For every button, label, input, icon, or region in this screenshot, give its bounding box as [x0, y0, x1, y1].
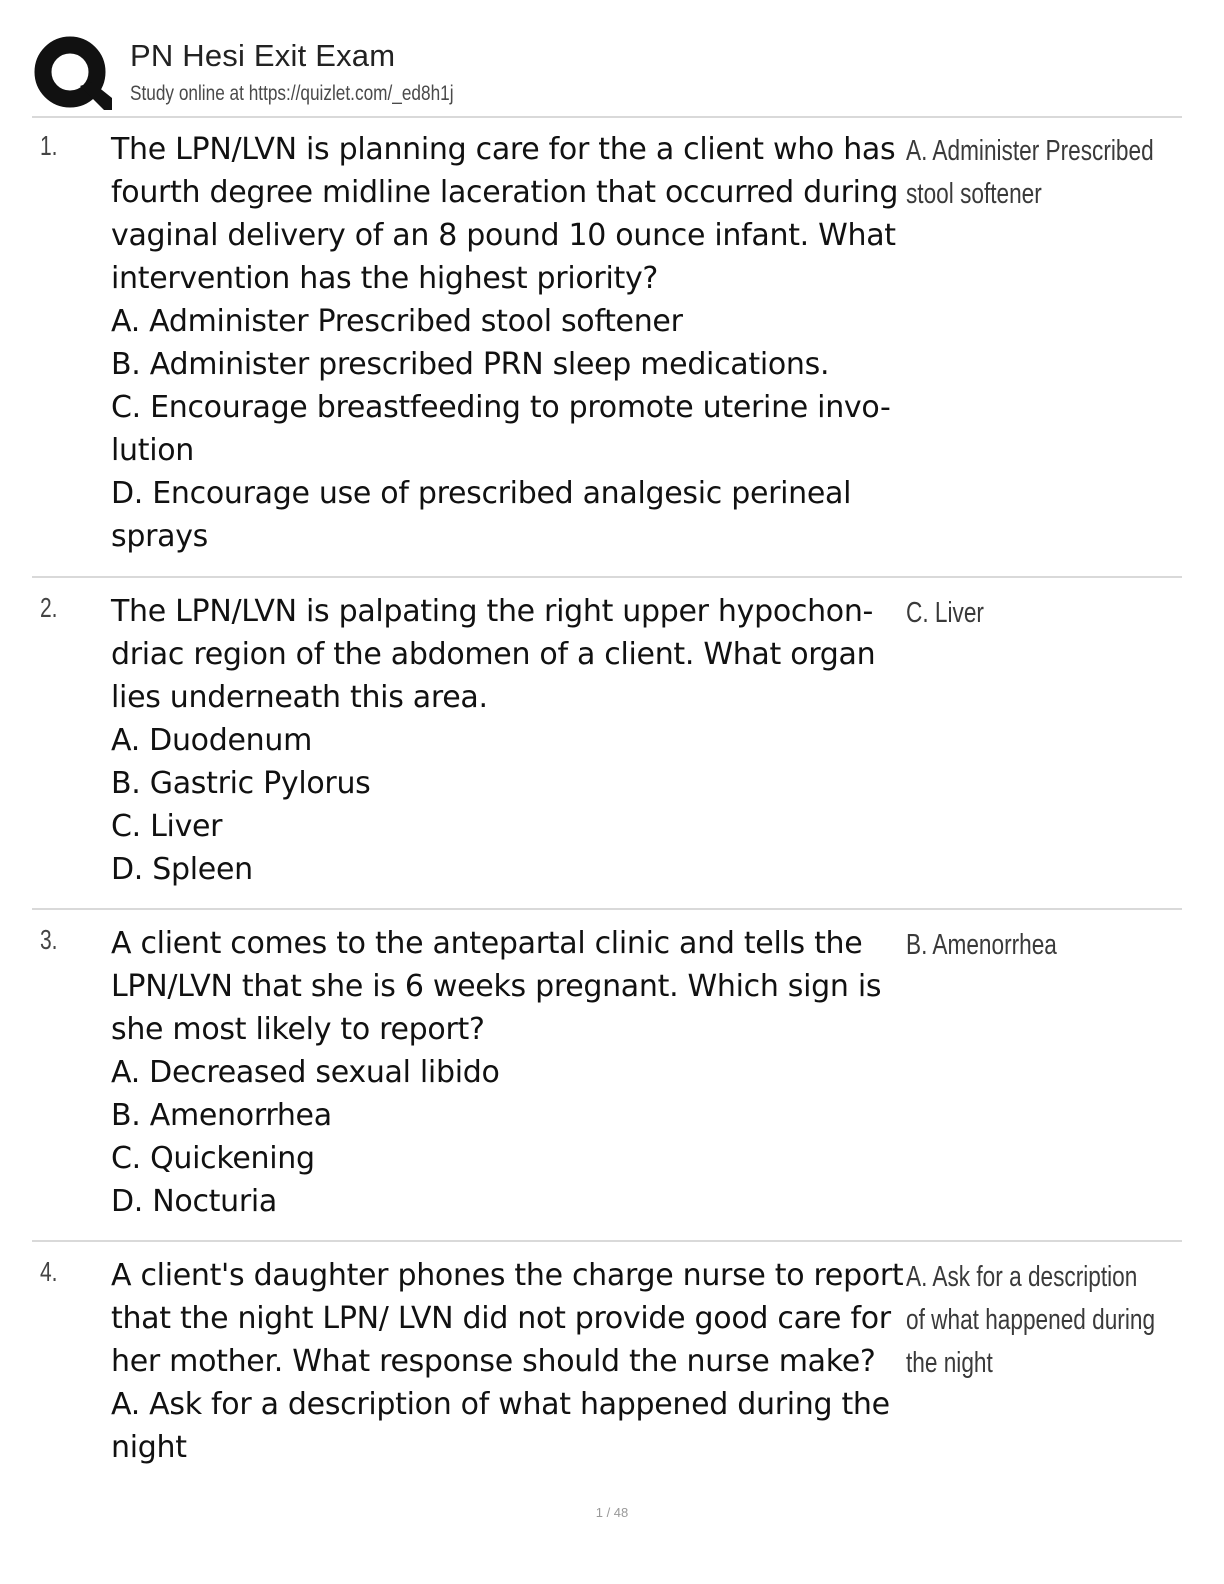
item-divider — [32, 908, 1182, 910]
question-line: A client's daughter phones the charge nurse to report — [111, 1258, 904, 1293]
item-divider — [32, 1240, 1182, 1242]
question-line: The LPN/LVN is planning care for the a client who has — [111, 132, 896, 167]
option-d: D. Nocturia — [111, 1184, 277, 1219]
quizlet-logo-icon — [32, 34, 112, 114]
answer-line: of what happened during — [906, 1304, 1156, 1336]
answer-text — [906, 1256, 1224, 1385]
question-text — [111, 590, 911, 891]
answer-line: the night — [906, 1347, 993, 1379]
option-b: B. Gastric Pylorus — [111, 766, 371, 801]
item-number: 1. — [40, 130, 58, 161]
question-text — [111, 922, 911, 1223]
option-a: A. Duodenum — [111, 723, 312, 758]
item-divider — [32, 576, 1182, 578]
question-line: LPN/LVN that she is 6 weeks pregnant. Which sign is — [111, 969, 882, 1004]
question-line: her mother. What response should the nurse make? — [111, 1344, 876, 1379]
document-header — [32, 34, 1182, 116]
option-b: B. Amenorrhea — [111, 1098, 332, 1133]
item-number: 3. — [40, 924, 58, 955]
option-b: B. Administer prescribed PRN sleep medications. — [111, 347, 830, 382]
question-line: fourth degree midline laceration that occurred during — [111, 175, 899, 210]
answer-line: B. Amenorrhea — [906, 929, 1057, 961]
option-c-continued: lution — [111, 433, 195, 468]
question-line: driac region of the abdomen of a client. What organ — [111, 637, 876, 672]
option-a: A. Ask for a description of what happened during the — [111, 1387, 890, 1422]
item-number: 4. — [40, 1256, 58, 1287]
answer-text — [906, 592, 1224, 635]
answer-line: stool softener — [906, 178, 1042, 210]
question-line: lies underneath this area. — [111, 680, 488, 715]
option-d: D. Encourage use of prescribed analgesic perineal — [111, 476, 852, 511]
answer-text — [906, 924, 1224, 967]
question-text — [111, 1254, 911, 1469]
study-online-link[interactable]: Study online at https://quizlet.com/_ed8h1j — [130, 82, 454, 105]
option-c: C. Quickening — [111, 1141, 315, 1176]
option-a-continued: night — [111, 1430, 187, 1465]
question-line: A client comes to the antepartal clinic and tells the — [111, 926, 863, 961]
page-number: 1 / 48 — [595, 1505, 629, 1520]
question-line: that the night LPN/ LVN did not provide good care for — [111, 1301, 891, 1336]
question-line: The LPN/LVN is palpating the right upper hypochon- — [111, 594, 874, 629]
option-c: C. Liver — [111, 809, 223, 844]
option-c: C. Encourage breastfeeding to promote uterine invo- — [111, 390, 891, 425]
item-number: 2. — [40, 592, 58, 623]
option-a: A. Decreased sexual libido — [111, 1055, 500, 1090]
question-line: vaginal delivery of an 8 pound 10 ounce infant. What — [111, 218, 896, 253]
header-divider — [32, 116, 1182, 118]
answer-line: A. Ask for a description — [906, 1261, 1138, 1293]
answer-text — [906, 130, 1224, 216]
option-a: A. Administer Prescribed stool softener — [111, 304, 683, 339]
document-title: PN Hesi Exit Exam — [130, 38, 396, 73]
question-line: intervention has the highest priority? — [111, 261, 659, 296]
question-line: she most likely to report? — [111, 1012, 485, 1047]
option-d-continued: sprays — [111, 519, 208, 554]
option-d: D. Spleen — [111, 852, 253, 887]
answer-line: C. Liver — [906, 597, 984, 629]
answer-line: A. Administer Prescribed — [906, 135, 1154, 167]
question-text — [111, 128, 911, 558]
